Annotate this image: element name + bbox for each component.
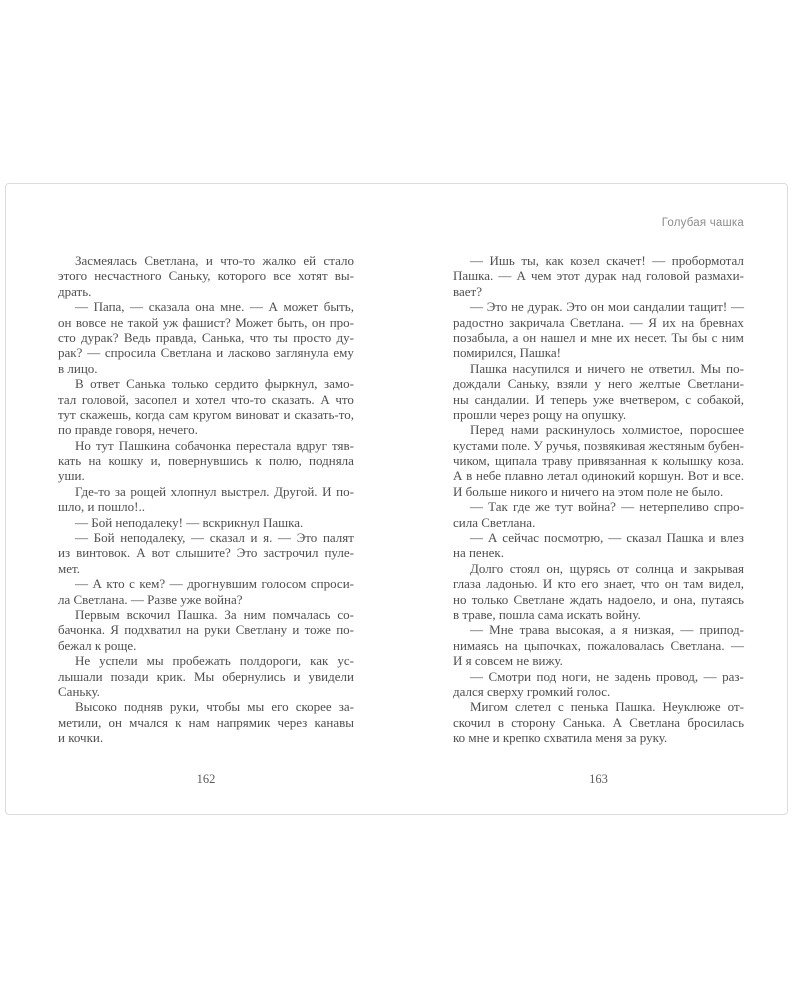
paragraph bbox=[58, 484, 354, 515]
paragraph bbox=[58, 699, 354, 745]
text-line: лышали позади крик. Мы обернулись и увидели bbox=[58, 668, 354, 684]
paragraph bbox=[453, 699, 744, 745]
text-line: и кочки. bbox=[58, 730, 104, 746]
text-line: ко мне и крепко схватила меня за руку. bbox=[453, 730, 668, 746]
text-line: дождали Саньку, взяли у него желтые Светлани- bbox=[453, 376, 744, 392]
page-number-left: 162 bbox=[196, 772, 216, 786]
paragraph bbox=[58, 253, 354, 299]
paragraph bbox=[58, 376, 354, 438]
text-line: Но тут Пашкина собачонка перестала вдруг тяв- bbox=[75, 437, 354, 453]
text-line: ла Светлана. — Разве уже война? bbox=[58, 591, 243, 607]
text-line: драть. bbox=[58, 283, 92, 299]
text-line: Мигом слетел с пенька Пашка. Неуклюже от- bbox=[470, 699, 744, 715]
paragraph bbox=[453, 253, 744, 299]
text-line: Первым вскочил Пашка. За ним помчалась со- bbox=[75, 606, 354, 622]
paragraph bbox=[58, 530, 354, 576]
text-line: глаза ладонью. И кто его знает, что он там видел, bbox=[453, 576, 744, 592]
text-line: Перед нами раскинулось холмистое, поросшее bbox=[470, 422, 744, 438]
text-line: ны сандалии. И теперь уже вчетвером, с собакой, bbox=[453, 391, 744, 407]
text-line: Долго стоял он, щурясь от солнца и закрывая bbox=[470, 560, 744, 576]
text-line: вает? bbox=[453, 283, 482, 299]
paragraph bbox=[453, 530, 744, 561]
text-line: — Мне трава высокая, а я низкая, — припод- bbox=[470, 622, 744, 638]
text-line: Пашка. — А чем этот дурак над головой размахи- bbox=[453, 268, 744, 284]
page-card bbox=[5, 183, 788, 815]
text-line: — Это не дурак. Это он мои сандалии тащит! — bbox=[470, 299, 744, 315]
paragraph bbox=[453, 499, 744, 530]
paragraph bbox=[58, 576, 354, 607]
text-line: помирился, Пашка! bbox=[453, 345, 561, 361]
text-line: бежал к роще. bbox=[58, 637, 137, 653]
text-line: в лицо. bbox=[58, 360, 98, 376]
text-line: — Папа, — сказала она мне. — А может быть, bbox=[75, 299, 354, 315]
text-line: — Бой неподалеку, — сказал и я. — Это палят bbox=[75, 530, 354, 546]
paragraph bbox=[453, 422, 744, 499]
text-line: тут скажешь, когда сам кругом виноват и сказать-то, bbox=[58, 406, 354, 422]
text-line: на пенек. bbox=[453, 545, 504, 561]
text-line: И больше никого и ничего на этом поле не было. bbox=[453, 483, 724, 499]
text-line: он вовсе не такой уж фашист? Может быть, он про- bbox=[58, 314, 354, 330]
text-line: В ответ Санька только сердито фыркнул, замо- bbox=[75, 376, 354, 392]
text-line: Засмеялась Светлана, и что-то жалко ей стало bbox=[75, 253, 354, 268]
text-line: Где-то за рощей хлопнул выстрел. Другой. И по- bbox=[75, 483, 354, 499]
page-right-text bbox=[453, 253, 744, 746]
text-line: сила Светлана. bbox=[453, 514, 536, 530]
text-line: А в небе плавно летал одинокий коршун. Вот и все. bbox=[453, 468, 744, 484]
paragraph bbox=[453, 361, 744, 423]
text-line: метили, он мчался к нам напрямик через канавы bbox=[58, 714, 354, 730]
text-line: И я совсем не вижу. bbox=[453, 653, 563, 669]
text-line: — А сейчас посмотрю, — сказал Пашка и влез bbox=[470, 530, 744, 546]
text-line: уши. bbox=[58, 468, 85, 484]
text-line: бачонка. Я подхватил на руки Светлану и тоже по- bbox=[58, 622, 354, 638]
text-line: Высоко подняв руки, чтобы мы его скорее за- bbox=[75, 699, 354, 715]
paragraph bbox=[453, 622, 744, 668]
paragraph bbox=[453, 669, 744, 700]
text-line: из винтовок. А вот слышите? Это застрочил пуле- bbox=[58, 545, 354, 561]
text-line: скочил в сторону Санька. А Светлана бросилась bbox=[453, 714, 744, 730]
text-line: этого несчастного Саньку, которого все хотят вы- bbox=[58, 268, 354, 284]
text-line: прошли через рощу на опушку. bbox=[453, 406, 627, 422]
text-line: нимаясь на цыпочках, пожаловалась Светлана. — bbox=[453, 637, 744, 653]
text-line: радостно закричала Светлана. — Я их на бревнах bbox=[453, 314, 744, 330]
page-number-right: 163 bbox=[589, 772, 608, 786]
text-line: Пашка насупился и ничего не ответил. Мы по- bbox=[470, 360, 744, 376]
text-line: рак? — спросила Светлана и ласково заглянула ему bbox=[58, 345, 354, 361]
paragraph bbox=[58, 607, 354, 653]
text-line: сто дурак? Ведь правда, Санька, что ты просто ду- bbox=[58, 329, 354, 345]
text-line: Саньку. bbox=[58, 683, 100, 699]
text-line: — А кто с кем? — дрогнувшим голосом спроси- bbox=[75, 576, 354, 592]
text-line: тал головой, засопел и хотел что-то сказать. А что bbox=[58, 391, 354, 407]
text-line: шло, и пошло!.. bbox=[58, 499, 145, 515]
paragraph bbox=[58, 299, 354, 376]
text-line: Не успели мы пробежать полдороги, как ус- bbox=[75, 653, 354, 669]
text-line: — Смотри под ноги, не задень провод, — раз- bbox=[470, 668, 744, 684]
text-line: в траве, пошла сама искать войну. bbox=[453, 606, 641, 622]
paragraph bbox=[58, 515, 354, 530]
text-line: — Ишь ты, как козел скачет! — пробормотал bbox=[470, 253, 744, 268]
text-line: по правде говоря, нечего. bbox=[58, 422, 198, 438]
text-line: позабыла, а он нашел и мне их несет. Ты бы с ним bbox=[453, 329, 744, 345]
text-line: — Так где же тут война? — нетерпеливо спро- bbox=[470, 499, 744, 515]
text-line: — Бой неподалеку! — вскрикнул Пашка. bbox=[75, 514, 304, 530]
text-line: кать на кошку и, повернувшись к полю, подняла bbox=[58, 453, 354, 469]
paragraph bbox=[453, 299, 744, 361]
text-line: но только Светлане ждать надоело, и она, путаясь bbox=[453, 591, 744, 607]
page-left-text bbox=[58, 253, 354, 746]
paragraph bbox=[453, 561, 744, 623]
text-line: мет. bbox=[58, 560, 80, 576]
paragraph bbox=[58, 653, 354, 699]
text-line: чиком, щипала траву привязанная к колышку коза. bbox=[453, 453, 744, 469]
paragraph bbox=[58, 438, 354, 484]
text-line: дался сверху громкий голос. bbox=[453, 683, 611, 699]
running-header: Голубая чашка bbox=[661, 217, 744, 229]
text-line: кустами поле. У ручья, позвякивая жестяным бубен- bbox=[453, 437, 744, 453]
